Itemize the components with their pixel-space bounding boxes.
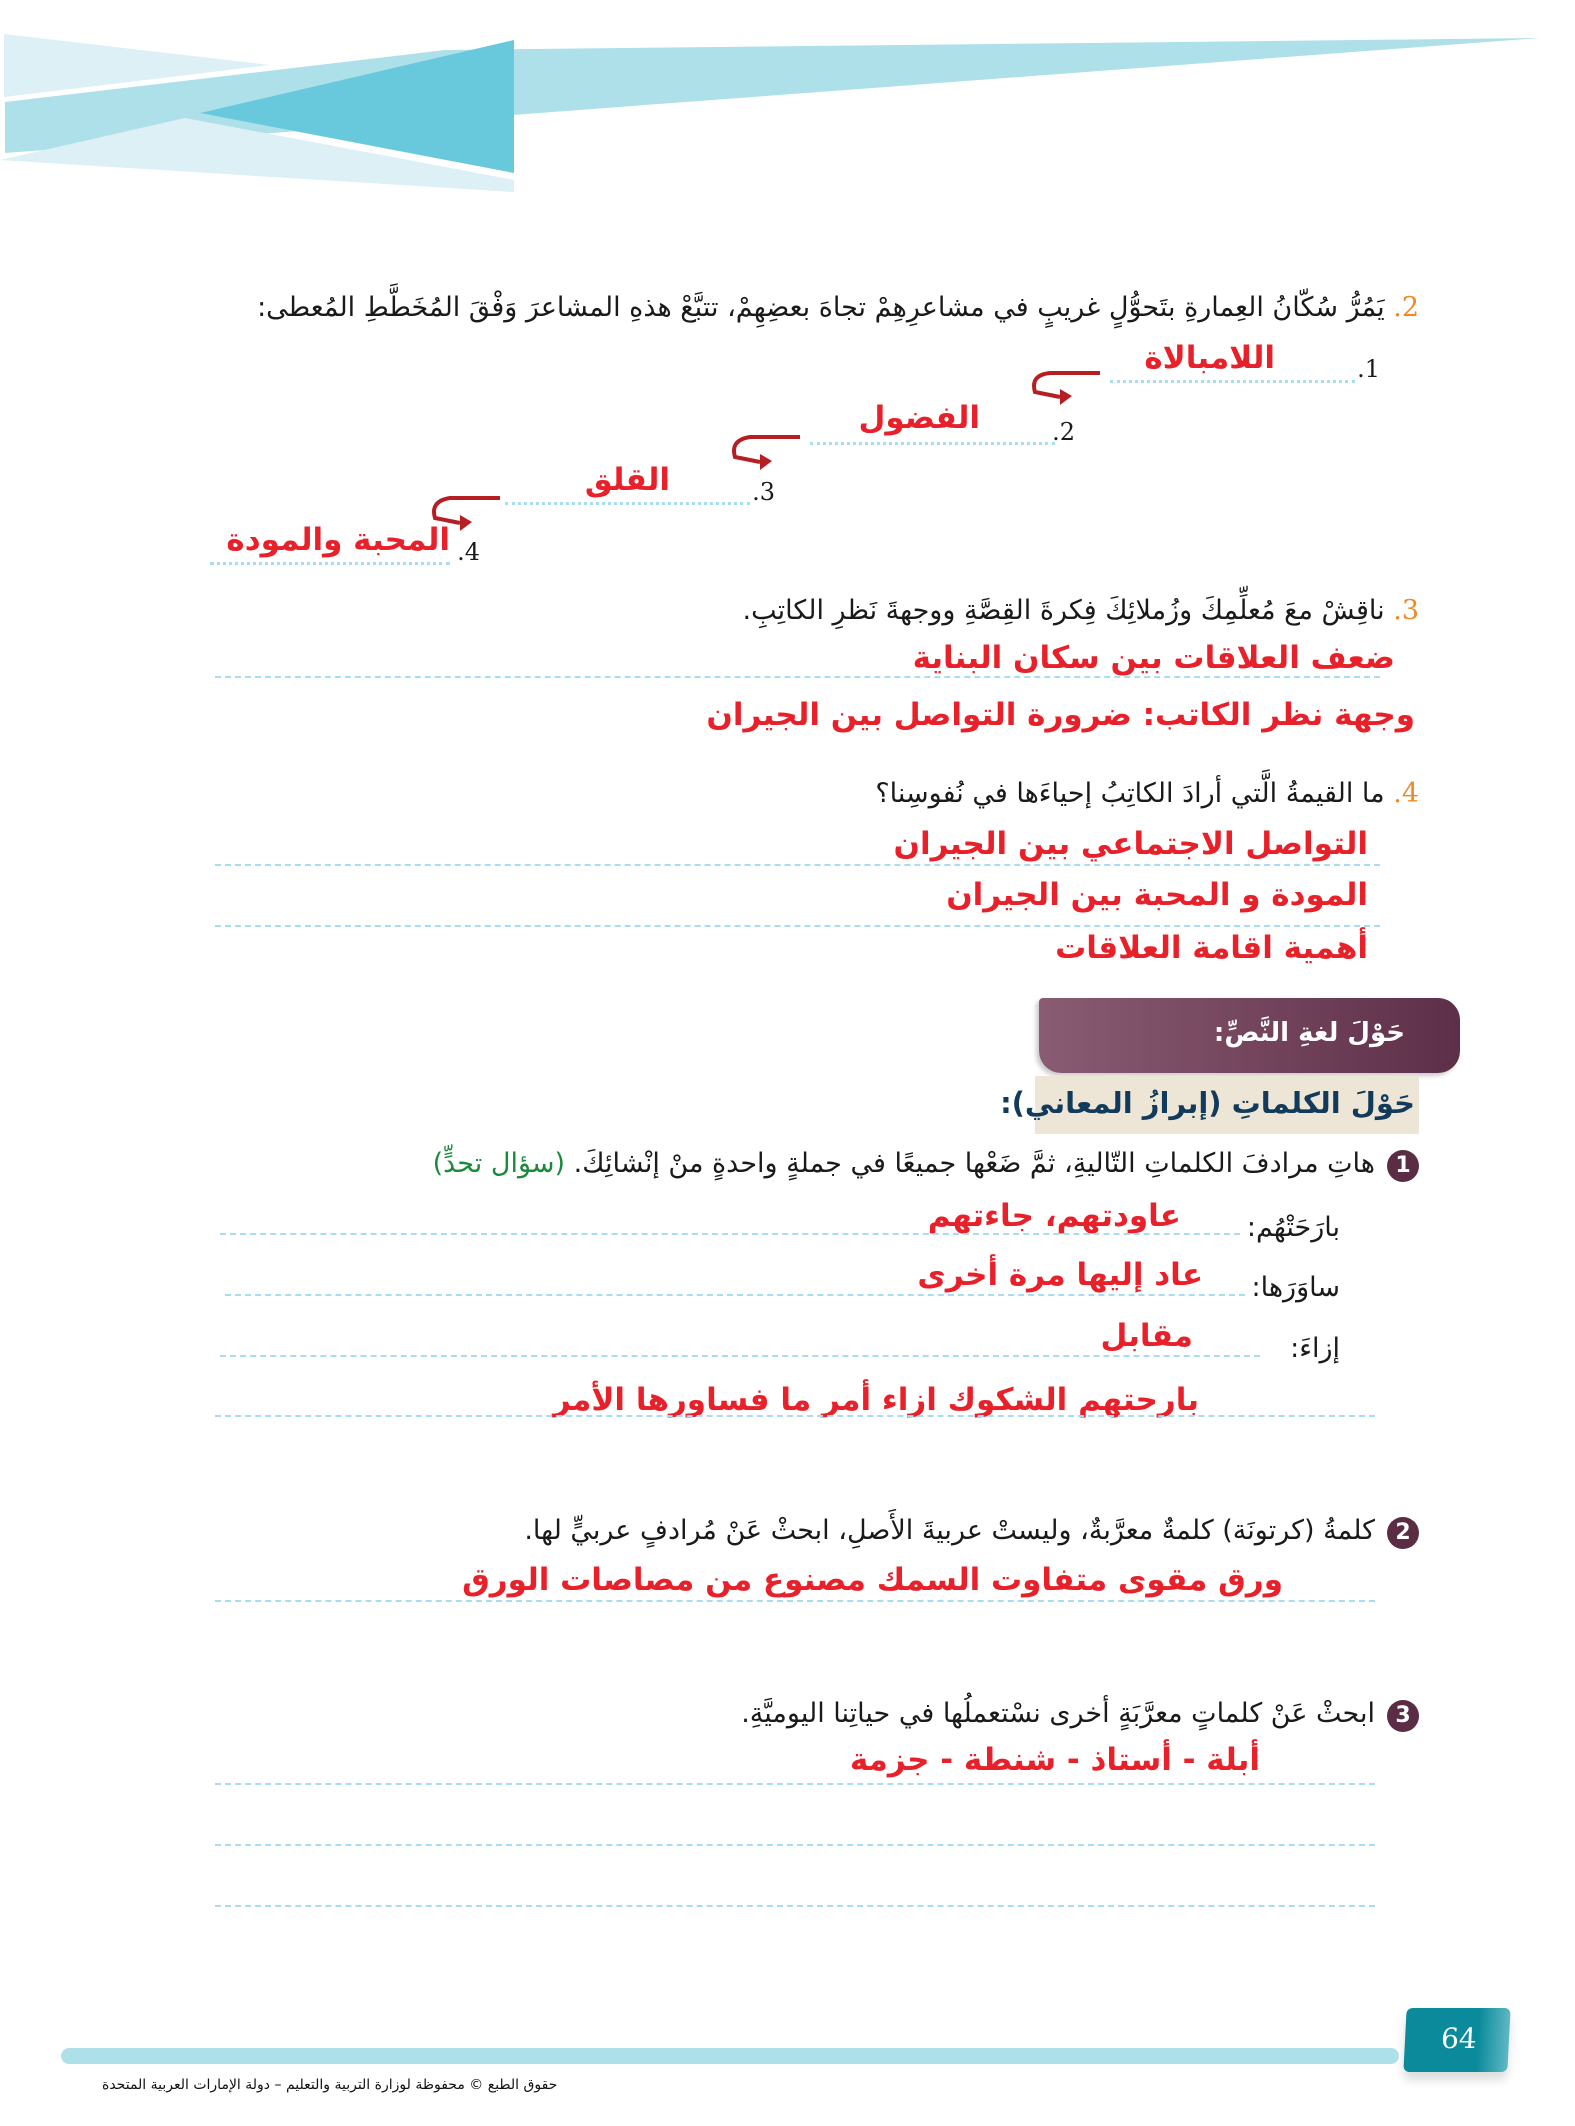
answer-line: [215, 1600, 1375, 1602]
exercise-1: [433, 1148, 1419, 1182]
question-text: ناقِشْ معَ مُعلِّمِكَ وزُملائِكَ فِكرةَ القِصَّةِ ووجهةَ نَظرِ الكاتِبِ.: [742, 595, 1385, 626]
answer-line: [215, 676, 1380, 678]
answer-line: [215, 925, 1380, 927]
step-answer: اللامبالاة: [1144, 340, 1275, 376]
answer: المودة و المحبة بين الجيران: [946, 877, 1368, 913]
word-answer: مقابل: [1100, 1318, 1193, 1354]
exercise-number-badge: 2: [1387, 1517, 1419, 1549]
step-number: 1.: [1357, 355, 1380, 383]
answer: التواصل الاجتماعي بين الجيران: [893, 826, 1368, 862]
question-number: 2.: [1393, 292, 1419, 323]
lesson-label: الدَّرسُ: [1361, 50, 1505, 101]
lesson-number: 5: [1442, 112, 1472, 161]
answer-line: [220, 1233, 1240, 1235]
copyright-text: حقوق الطبع © محفوظة لوزارة التربية والتعليم – دولة الإمارات العربية المتحدة: [102, 2077, 558, 2093]
page-number-tab: [1403, 2008, 1510, 2072]
section-banner: [1039, 998, 1460, 1073]
section-title: حَوْلَ لغةِ النَّصِّ:: [1213, 1018, 1405, 1048]
question-3: [742, 595, 1419, 626]
exercise-3: [741, 1698, 1419, 1732]
answer-line: [215, 1844, 1375, 1846]
footer-bar: [61, 2048, 1399, 2064]
challenge-label: (سؤال تحدٍّ): [432, 1148, 566, 1179]
question-number: 3.: [1393, 595, 1419, 626]
answer-line: [215, 864, 1380, 866]
question-text: ما القيمةُ الَّتي أرادَ الكاتِبُ إحياءَها في نُفوسِنا؟: [875, 778, 1385, 809]
step-number: 2.: [1052, 418, 1075, 446]
exercise-text: ابحثْ عَنْ كلماتٍ معرَّبَةٍ أخرى نسْتعملُها في حياتِنا اليوميَّةِ.: [741, 1698, 1375, 1729]
step-answer: المحبة والمودة: [226, 522, 450, 558]
exercise-2: [524, 1515, 1419, 1549]
step-answer: الفضول: [858, 400, 980, 436]
sentence-answer: بارحتهم الشكوك ازاء أمر ما فساورها الأمر: [552, 1382, 1199, 1418]
page-number: 64: [1440, 2022, 1478, 2055]
word-answer: عاودتهم، جاءتهم: [927, 1198, 1181, 1234]
exercise-text: كلمةُ (كرتونَة) كلمةٌ معرَّبةٌ، وليستْ عربيةَ الأَصلِ، ابحثْ عَنْ مُرادفٍ عربيٍّ لها.: [524, 1515, 1375, 1546]
answer-line: [225, 1294, 1245, 1296]
question-text: يَمُرُّ سُكّانُ العِمارةِ بتَحوُّلٍ غريبٍ في مشاعرِهِمْ تجاهَ بعضِهِمْ، تتبَّعْ هذهِ المشاعرَ وَفْقَ المُخَطَّطِ المُعطى:: [257, 292, 1385, 323]
answer-line: [215, 1783, 1375, 1785]
word-label: بارَحَتْهُم:: [1246, 1212, 1340, 1243]
exercise-number-badge: 1: [1387, 1150, 1419, 1182]
step-answer: القلق: [584, 462, 670, 498]
section-subtitle-box: [1000, 1076, 1419, 1134]
section-subtitle: حَوْلَ الكلماتِ (إبرازُ المعاني):: [1000, 1086, 1415, 1120]
answer-line: [215, 1905, 1375, 1907]
exercise-text: هاتِ مرادفَ الكلماتِ التّاليةِ، ثمَّ ضَعْها جميعًا في جملةٍ واحدةٍ منْ إنْشائِكَ.: [573, 1148, 1375, 1179]
word-answer: عاد إليها مرة أخرى: [917, 1257, 1203, 1293]
question-number: 4.: [1393, 778, 1419, 809]
answer: وجهة نظر الكاتب: ضرورة التواصل بين الجيران: [706, 697, 1415, 733]
step-number: 4.: [457, 538, 480, 566]
word-label: ساوَرَها:: [1251, 1272, 1340, 1303]
answer: ضعف العلاقات بين سكان البناية: [912, 640, 1395, 676]
answer-line: [215, 1415, 1375, 1417]
exercise-number-badge: 3: [1387, 1700, 1419, 1732]
answer: أهمية اقامة العلاقات: [1055, 930, 1368, 966]
answer: ورق مقوى متفاوت السمك مصنوع من مصاصات الورق: [462, 1562, 1283, 1598]
answer: أبلة - أستاذ - شنطة - جزمة: [849, 1742, 1260, 1778]
question-4: [875, 778, 1419, 809]
answer-line: [220, 1355, 1260, 1357]
flow-arrows: [0, 0, 1575, 600]
word-label: إزاءَ:: [1290, 1333, 1340, 1364]
step-number: 3.: [752, 478, 775, 506]
